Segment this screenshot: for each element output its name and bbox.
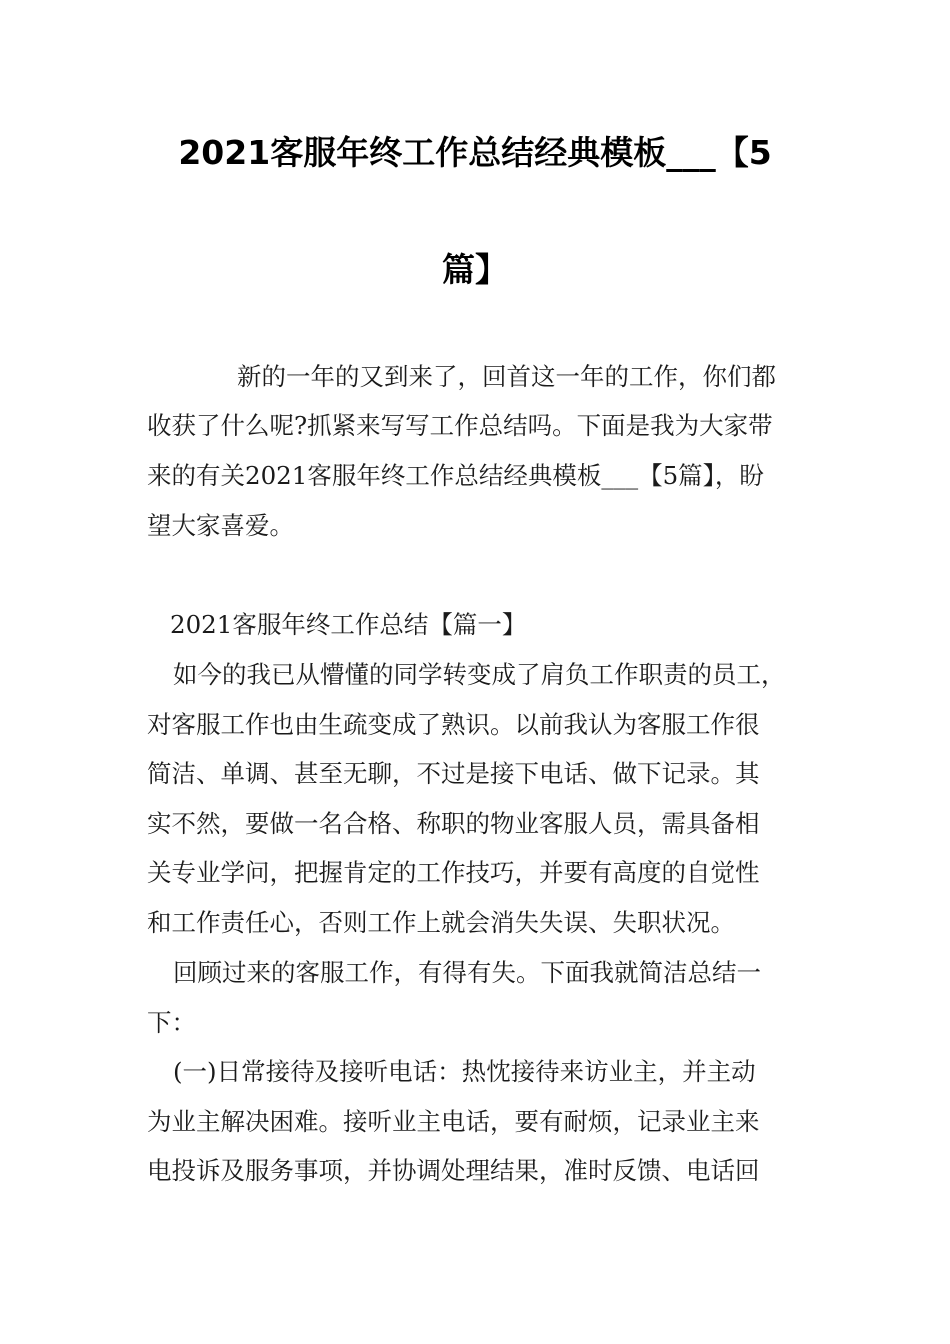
document-title-line-1: 2021客服年终工作总结经典模板___【5 [178,133,772,172]
paragraph1-line-3: 简洁、单调、甚至无聊，不过是接下电话、做下记录。其 [147,759,760,788]
intro-line-1: 新的一年的又到来了，回首这一年的工作，你们都 [237,362,776,391]
document-title-line-2: 篇】 [442,250,508,289]
paragraph3-line-3: 电投诉及服务事项，并协调处理结果，准时反馈、电话回 [147,1156,760,1185]
paragraph1-line-4: 实不然，要做一名合格、称职的物业客服人员，需具备相 [147,809,760,838]
intro-line-2: 收获了什么呢?抓紧来写写工作总结吗。下面是我为大家带 [147,411,773,440]
paragraph1-line-6: 和工作责任心，否则工作上就会消失失误、失职状况。 [147,908,735,937]
paragraph2-line-1: 回顾过来的客服工作，有得有失。下面我就简洁总结一 [173,958,761,987]
paragraph3-line-2: 为业主解决困难。接听业主电话，要有耐烦，记录业主来 [147,1107,760,1136]
intro-line-4: 望大家喜爱。 [147,511,294,540]
section-heading: 2021客服年终工作总结【篇一】 [170,610,527,639]
paragraph1-line-2: 对客服工作也由生疏变成了熟识。以前我认为客服工作很 [147,710,760,739]
paragraph3-line-1: (一)日常接待及接听电话：热忱接待来访业主，并主动 [173,1057,756,1086]
paragraph1-line-5: 关专业学问，把握肯定的工作技巧，并要有高度的自觉性 [147,858,760,887]
intro-line-3: 来的有关2021客服年终工作总结经典模板___【5篇】，盼 [147,461,764,490]
paragraph2-line-2: 下： [147,1008,196,1037]
paragraph1-line-1: 如今的我已从懵懂的同学转变成了肩负工作职责的员工， [173,660,786,689]
